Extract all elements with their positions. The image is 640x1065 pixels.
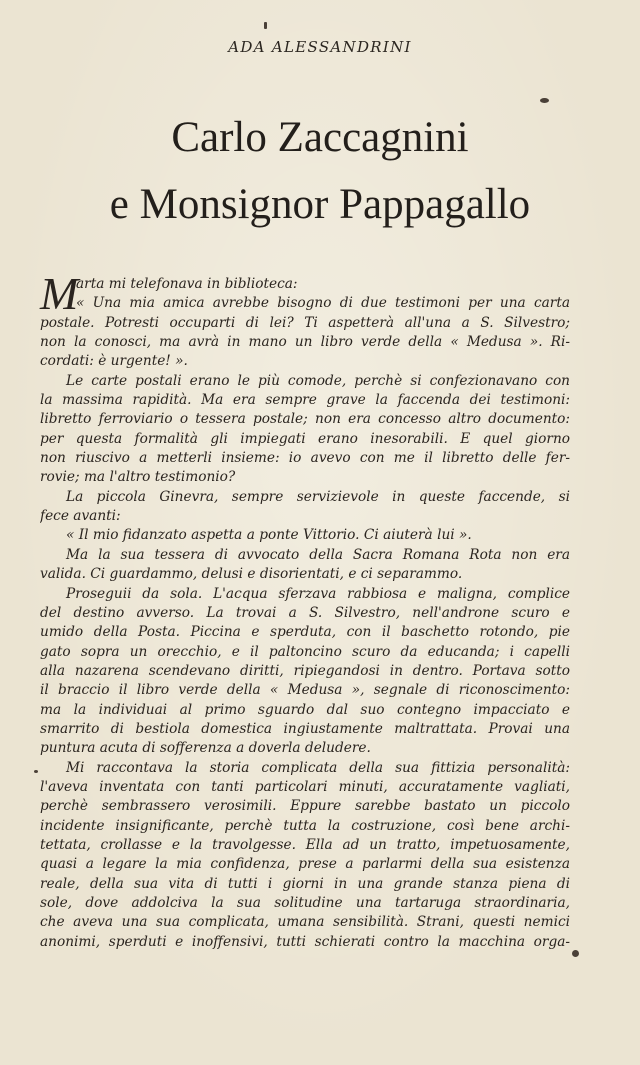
- ink-speck: [34, 770, 38, 773]
- text-line: fece avanti:: [40, 508, 121, 525]
- text-line: cordati: è urgente! ».: [40, 353, 188, 370]
- text-line: valida. Ci guardammo, delusi e disorientati, e ci separammo.: [40, 566, 463, 583]
- text-line: La piccola Ginevra, sempre servizievole in queste faccende, si: [66, 488, 570, 505]
- text-line: rovie; ma l'altro testimonio?: [40, 469, 236, 486]
- text-line: umido della Posta. Piccina e sperduta, con il baschetto rotondo, pie: [40, 624, 570, 641]
- ink-speck: [540, 98, 549, 103]
- text-line: Ma la sua tessera di avvocato della Sacra Romana Rota non era: [66, 546, 570, 563]
- text-line: anonimi, sperduti e inoffensivi, tutti schierati contro la macchina orga-: [40, 933, 570, 950]
- text-line: non riuscivo a metterli insieme: io avevo con me il libretto delle fer-: [40, 450, 570, 467]
- text-line: alla nazarena scendevano diritti, ripiegandosi in dentro. Portava sotto: [40, 662, 570, 679]
- text-line: perchè sembrassero verosimili. Eppure sarebbe bastato un piccolo: [40, 798, 570, 815]
- text-line: Proseguii da sola. L'acqua sferzava rabbiosa e maligna, complice: [66, 585, 570, 602]
- drop-cap: M: [40, 268, 79, 319]
- text-line: « Una mia amica avrebbe bisogno di due testimoni per una carta: [76, 295, 570, 312]
- text-line: puntura acuta di sofferenza a doverla deludere.: [40, 740, 371, 757]
- text-line: incidente insignificante, perchè tutta la costruzione, così bene archi-: [40, 817, 570, 834]
- text-line: che aveva una sua complicata, umana sensibilità. Strani, questi nemici: [40, 914, 570, 931]
- text-line: gato sopra un orecchio, e il paltoncino scuro da educanda; i capelli: [40, 643, 570, 660]
- text-line: reale, della sua vita di tutti i giorni in una grande stanza piena di: [40, 875, 570, 892]
- text-line: postale. Potresti occuparti di lei? Ti aspetterà all'una a S. Silvestro;: [40, 314, 570, 331]
- article-title-line1: Carlo Zaccagnini: [171, 114, 469, 161]
- text-line: quasi a legare la mia confidenza, prese a parlarmi della sua esistenza: [40, 856, 570, 873]
- article-title-line2: e Monsignor Pappagallo: [109, 181, 531, 228]
- text-line: sole, dove addolciva la sua solitudine una tartaruga straordinaria,: [40, 895, 570, 911]
- text-line: arta mi telefonava in biblioteca:: [76, 276, 298, 292]
- text-line: la massima rapidità. Ma era sempre grave la faccenda dei testimoni:: [40, 392, 570, 409]
- text-line: smarrito di bestiola domestica ingiustamente maltrattata. Provai una: [40, 720, 570, 737]
- text-line: libretto ferroviario o tessera postale; non era concesso altro documento:: [40, 411, 570, 428]
- text-line: il braccio il libro verde della « Medusa », segnale di riconoscimento:: [40, 682, 570, 699]
- ink-speck: [572, 950, 579, 957]
- text-line: l'aveva inventata con tanti particolari minuti, accuratamente vagliati,: [40, 778, 570, 795]
- text-line: Mi raccontava la storia complicata della sua fittizia personalità:: [66, 759, 570, 776]
- author-name: ADA ALESSANDRINI: [228, 38, 412, 56]
- ink-speck: [264, 22, 267, 29]
- article-body: [40, 268, 570, 952]
- text-line: Le carte postali erano le più comode, perchè si confezionavano con: [66, 372, 570, 389]
- text-line: ma la individuai al primo sguardo dal suo contegno impacciato e: [40, 701, 570, 718]
- text-line: tettata, crollasse e la travolgesse. Ella ad un tratto, impetuosamente,: [40, 836, 570, 853]
- text-line: non la conosci, ma avrà in mano un libro verde della « Medusa ». Ri-: [40, 334, 570, 351]
- text-line: per questa formalità gli impiegati erano inesorabili. E quel giorno: [40, 430, 570, 447]
- text-line: « Il mio fidanzato aspetta a ponte Vittorio. Ci aiuterà lui ».: [66, 527, 472, 544]
- text-line: del destino avverso. La trovai a S. Silvestro, nell'androne scuro e: [40, 604, 570, 621]
